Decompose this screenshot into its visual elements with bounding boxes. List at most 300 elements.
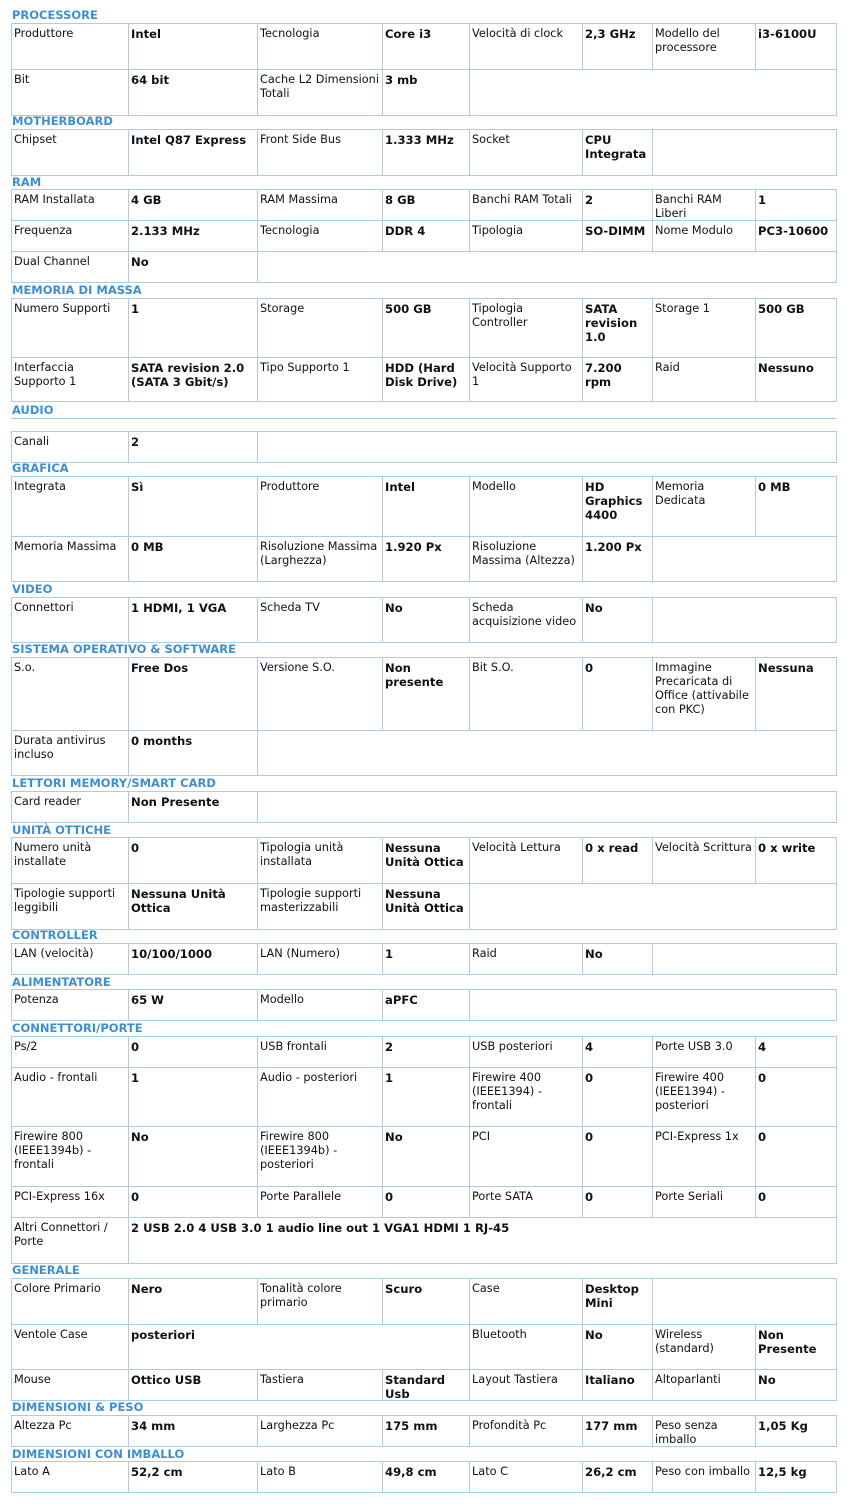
spec-label-cell	[12, 1416, 129, 1447]
spec-label: S.o.	[14, 661, 36, 674]
spec-value: Non presente	[385, 661, 444, 689]
spec-value-cell	[383, 1187, 470, 1218]
spec-value-cell	[129, 1462, 258, 1493]
spec-label-cell	[470, 1416, 583, 1447]
spec-value-cell	[756, 477, 837, 537]
spec-value-cell	[383, 221, 470, 252]
spec-label-cell	[653, 1068, 756, 1127]
spec-label-cell	[258, 70, 383, 116]
spec-value: 10/100/1000	[131, 947, 213, 961]
spec-label: Banchi RAM Liberi	[655, 193, 722, 220]
spec-label: Tastiera	[260, 1373, 304, 1386]
spec-label: Nome Modulo	[655, 224, 733, 237]
spec-label: Mouse	[14, 1373, 51, 1386]
table-row	[12, 1325, 836, 1370]
spec-value: Italiano	[585, 1373, 635, 1387]
spec-table-dimensioni-con-imballo	[11, 1461, 837, 1493]
spec-label-cell	[258, 1279, 383, 1325]
spec-value-cell	[129, 358, 258, 402]
spec-value: HDD (Hard Disk Drive)	[385, 361, 458, 389]
spec-value: 0	[385, 1190, 394, 1204]
table-row	[12, 190, 836, 221]
spec-label-cell	[470, 1325, 583, 1370]
spec-label: Peso con imballo	[655, 1465, 751, 1478]
spec-value: 3 mb	[385, 73, 418, 87]
spec-label-cell	[12, 1370, 129, 1401]
spec-value-cell	[756, 299, 837, 358]
spec-label-cell	[470, 221, 583, 252]
spec-value-cell	[383, 358, 470, 402]
spec-table-unita-ottiche	[11, 837, 837, 930]
table-row	[12, 1218, 836, 1264]
row-divider	[12, 1186, 836, 1187]
spec-value-cell	[583, 1127, 653, 1187]
spec-value: Desktop Mini	[585, 1282, 639, 1310]
spec-label-cell	[258, 190, 383, 221]
spec-value-cell	[583, 1068, 653, 1127]
spec-value-cell	[383, 658, 470, 731]
spec-table-dimensioni-peso	[11, 1415, 837, 1447]
spec-label-cell	[258, 1416, 383, 1447]
spec-label-cell	[258, 1370, 383, 1401]
section-title-dimensioni-peso: DIMENSIONI & PESO	[12, 1400, 144, 1414]
spec-value-cell	[583, 1462, 653, 1493]
spec-label-cell	[470, 838, 583, 884]
spec-value-cell	[583, 299, 653, 358]
spec-label-cell	[12, 792, 129, 823]
spec-value-cell	[756, 24, 837, 70]
spec-label: Velocità Lettura	[472, 841, 561, 854]
spec-value: Ottico USB	[131, 1373, 202, 1387]
spec-label: Raid	[472, 947, 497, 960]
spec-value: 500 GB	[758, 302, 805, 316]
spec-value: 0 months	[131, 734, 193, 748]
section-title-generale: GENERALE	[12, 1263, 80, 1277]
spec-label-cell	[12, 477, 129, 537]
spec-value-cell	[383, 24, 470, 70]
spec-label-cell	[258, 221, 383, 252]
spec-label-cell	[653, 658, 756, 731]
table-row	[12, 358, 836, 402]
spec-value-cell	[756, 1068, 837, 1127]
table-row	[12, 1370, 836, 1401]
spec-value: 8 GB	[385, 193, 416, 207]
spec-label: Memoria Massima	[14, 540, 117, 553]
spec-value-cell	[129, 130, 258, 176]
spec-value-cell	[383, 1416, 470, 1447]
section-title-grafica: GRAFICA	[12, 461, 69, 475]
spec-value: 65 W	[131, 993, 164, 1007]
spec-value-cell	[129, 1187, 258, 1218]
spec-value-cell	[756, 1416, 837, 1447]
spec-label-cell	[12, 731, 129, 776]
spec-label: Porte SATA	[472, 1190, 533, 1203]
spec-label: Velocità Scrittura	[655, 841, 752, 854]
spec-label: Ps/2	[14, 1040, 38, 1053]
spec-label: LAN (Numero)	[260, 947, 341, 960]
spec-value: 2	[131, 435, 140, 449]
spec-label: Altoparlanti	[655, 1373, 721, 1386]
spec-value: 4	[585, 1040, 594, 1054]
spec-value-cell	[383, 884, 470, 930]
spec-label-cell	[653, 1462, 756, 1493]
empty-cell	[470, 990, 837, 1021]
spec-value-cell	[583, 130, 653, 176]
spec-value-cell	[583, 1279, 653, 1325]
section-title-unita-ottiche: UNITÀ OTTICHE	[12, 823, 112, 837]
spec-value: DDR 4	[385, 224, 426, 238]
spec-label-cell	[12, 1187, 129, 1218]
spec-label-cell	[258, 299, 383, 358]
spec-label-cell	[653, 1325, 756, 1370]
spec-label: Audio - frontali	[14, 1071, 98, 1084]
empty-cell	[258, 792, 837, 823]
spec-label: Firewire 400 (IEEE1394) - posteriori	[655, 1071, 725, 1112]
spec-label: Layout Tastiera	[472, 1373, 558, 1386]
spec-label-cell	[258, 1187, 383, 1218]
section-title-processore: PROCESSORE	[12, 8, 98, 22]
spec-label: Banchi RAM Totali	[472, 193, 572, 206]
spec-value: No	[758, 1373, 776, 1387]
spec-value: 1	[385, 1071, 394, 1085]
spec-label: Tonalità colore primario	[260, 1282, 342, 1309]
spec-label: Porte Parallele	[260, 1190, 342, 1203]
table-row	[12, 299, 836, 358]
spec-value-cell	[756, 1325, 837, 1370]
spec-value-cell	[756, 1037, 837, 1068]
spec-value: 0	[131, 841, 140, 855]
spec-label-cell	[258, 838, 383, 884]
spec-label: Potenza	[14, 993, 59, 1006]
empty-cell	[653, 537, 837, 582]
spec-label-cell	[258, 1068, 383, 1127]
spec-label: Dual Channel	[14, 255, 90, 268]
empty-cell	[653, 944, 837, 975]
spec-value-cell	[583, 1037, 653, 1068]
spec-value: Nessuno	[758, 361, 814, 375]
spec-value: PC3-10600	[758, 224, 829, 238]
spec-value-cell	[129, 1370, 258, 1401]
spec-value: Standard Usb	[385, 1373, 446, 1401]
section-title-sistema-operativo-software: SISTEMA OPERATIVO & SOFTWARE	[12, 642, 236, 656]
spec-value: 7.200 rpm	[585, 361, 622, 389]
spec-value: 177 mm	[585, 1419, 638, 1433]
spec-value: 500 GB	[385, 302, 432, 316]
spec-table-video	[11, 597, 837, 643]
table-row	[12, 1462, 836, 1493]
spec-label: Modello	[260, 993, 304, 1006]
empty-cell	[470, 70, 837, 116]
spec-label-cell	[653, 1037, 756, 1068]
spec-value-cell	[129, 990, 258, 1021]
spec-label: Wireless (standard)	[655, 1328, 714, 1355]
spec-label: Raid	[655, 361, 680, 374]
spec-label-cell	[12, 838, 129, 884]
spec-value-cell	[129, 299, 258, 358]
spec-value-cell	[129, 432, 258, 463]
spec-label: Numero Supporti	[14, 302, 111, 315]
spec-value: No	[585, 947, 603, 961]
spec-label-cell	[12, 190, 129, 221]
spec-label-cell	[12, 358, 129, 402]
spec-label-cell	[258, 130, 383, 176]
spec-label-cell	[12, 70, 129, 116]
row-divider	[12, 730, 836, 731]
spec-label-cell	[470, 1037, 583, 1068]
spec-label: Numero unità installate	[14, 841, 92, 868]
spec-label: Larghezza Pc	[260, 1419, 335, 1432]
spec-value-cell	[583, 190, 653, 221]
spec-label-cell	[653, 299, 756, 358]
spec-label-cell	[258, 598, 383, 643]
spec-label: Ventole Case	[14, 1328, 88, 1341]
spec-value: 0	[131, 1040, 140, 1054]
spec-label: Lato B	[260, 1465, 296, 1478]
row-divider	[12, 883, 836, 884]
spec-label: Firewire 800 (IEEE1394b) - posteriori	[260, 1130, 338, 1171]
spec-value: Nessuna Unità Ottica	[385, 841, 464, 869]
spec-label-cell	[470, 358, 583, 402]
spec-value-cell	[583, 221, 653, 252]
spec-value: 49,8 cm	[385, 1465, 437, 1479]
spec-value-cell	[129, 537, 258, 582]
spec-value: No	[131, 1130, 149, 1144]
spec-value-cell	[383, 130, 470, 176]
spec-label-cell	[258, 990, 383, 1021]
spec-value: Intel Q87 Express	[131, 133, 247, 147]
spec-value-cell	[129, 792, 258, 823]
table-row	[12, 70, 836, 116]
spec-label-cell	[653, 24, 756, 70]
spec-table-ram	[11, 189, 837, 283]
table-row	[12, 477, 836, 537]
spec-value: 0	[585, 661, 594, 675]
spec-value-cell	[383, 1279, 470, 1325]
spec-value: CPU Integrata	[585, 133, 647, 161]
spec-label: Peso senza imballo	[655, 1419, 718, 1446]
spec-label: Produttore	[14, 27, 74, 40]
spec-label-cell	[470, 24, 583, 70]
spec-value: 0	[585, 1130, 594, 1144]
spec-label: Interfaccia Supporto 1	[14, 361, 77, 388]
spec-value: 0	[758, 1071, 767, 1085]
spec-label-cell	[12, 990, 129, 1021]
spec-value: 1	[131, 1071, 140, 1085]
spec-value-cell	[583, 1370, 653, 1401]
empty-cell	[470, 884, 837, 930]
spec-value-cell	[129, 24, 258, 70]
spec-label-cell	[653, 477, 756, 537]
table-row	[12, 884, 836, 930]
row-divider	[12, 220, 836, 221]
spec-value-cell	[129, 477, 258, 537]
spec-label: Integrata	[14, 480, 66, 493]
spec-value: 1	[758, 193, 767, 207]
spec-label: RAM Installata	[14, 193, 95, 206]
spec-label: Bit	[14, 73, 30, 86]
section-title-lettori-memory-smart-card: LETTORI MEMORY/SMART CARD	[12, 776, 216, 790]
spec-label-cell	[258, 537, 383, 582]
spec-label-cell	[258, 24, 383, 70]
spec-label: Storage 1	[655, 302, 710, 315]
spec-label: Tipologie supporti leggibili	[14, 887, 116, 914]
spec-label: Versione S.O.	[260, 661, 335, 674]
row-divider	[12, 1217, 836, 1218]
spec-value: SATA revision 2.0 (SATA 3 Gbit/s)	[131, 361, 245, 389]
spec-label-cell	[470, 1068, 583, 1127]
spec-value-cell	[129, 221, 258, 252]
spec-value: 1	[131, 302, 140, 316]
spec-label: Modello del processore	[655, 27, 720, 54]
spec-label-cell	[470, 537, 583, 582]
spec-label: Audio - posteriori	[260, 1071, 358, 1084]
row-divider	[12, 251, 836, 252]
row-divider	[12, 1324, 836, 1325]
spec-label: Risoluzione Massima (Larghezza)	[260, 540, 378, 567]
spec-value-cell	[756, 1187, 837, 1218]
spec-label-cell	[12, 130, 129, 176]
spec-value: Nessuna	[758, 661, 814, 675]
empty-cell	[653, 598, 837, 643]
spec-label-cell	[12, 1325, 129, 1370]
spec-value-cell	[583, 1325, 653, 1370]
table-row	[12, 1037, 836, 1068]
spec-value: No	[585, 1328, 603, 1342]
spec-value-cell	[583, 944, 653, 975]
spec-label-cell	[470, 1187, 583, 1218]
spec-label-cell	[12, 1127, 129, 1187]
spec-value: 0 x write	[758, 841, 816, 855]
empty-cell	[258, 252, 837, 283]
spec-label-cell	[258, 1462, 383, 1493]
table-row	[12, 658, 836, 731]
spec-value-cell	[129, 1037, 258, 1068]
spec-value: Nessuna Unità Ottica	[131, 887, 226, 915]
spec-label: Bluetooth	[472, 1328, 527, 1341]
spec-value-cell	[583, 1187, 653, 1218]
spec-value: 4 GB	[131, 193, 162, 207]
spec-value-cell	[583, 658, 653, 731]
spec-value: posteriori	[131, 1328, 195, 1342]
empty-cell	[653, 1279, 837, 1325]
table-row	[12, 731, 836, 776]
spec-value-cell	[383, 537, 470, 582]
spec-value-cell	[583, 537, 653, 582]
spec-value: 0	[758, 1130, 767, 1144]
spec-value-cell	[129, 1416, 258, 1447]
spec-value-cell	[383, 299, 470, 358]
spec-label-cell	[470, 658, 583, 731]
spec-value: No	[585, 601, 603, 615]
row-divider	[12, 1126, 836, 1127]
spec-label-cell	[258, 477, 383, 537]
spec-value: Free Dos	[131, 661, 189, 675]
spec-label-cell	[12, 598, 129, 643]
spec-value: HD Graphics 4400	[585, 480, 643, 522]
section-title-audio: AUDIO	[12, 403, 54, 417]
spec-value-cell	[583, 358, 653, 402]
spec-value-cell	[583, 24, 653, 70]
spec-value: Intel	[385, 480, 415, 494]
spec-value: 1.200 Px	[585, 540, 642, 554]
spec-label: USB frontali	[260, 1040, 327, 1053]
spec-label-cell	[12, 252, 129, 283]
spec-label-cell	[470, 1279, 583, 1325]
spec-label: Produttore	[260, 480, 320, 493]
spec-label-cell	[470, 477, 583, 537]
spec-label-cell	[470, 1462, 583, 1493]
table-row	[12, 1068, 836, 1127]
spec-value: 1,05 Kg	[758, 1419, 808, 1433]
spec-label: Tecnologia	[260, 224, 320, 237]
spec-table-controller	[11, 943, 837, 975]
section-title-ram: RAM	[12, 175, 42, 189]
spec-value: 0	[585, 1190, 594, 1204]
section-title-dimensioni-con-imballo: DIMENSIONI CON IMBALLO	[12, 1447, 185, 1461]
spec-label-cell	[653, 1127, 756, 1187]
row-divider	[12, 1369, 836, 1370]
spec-value: Non Presente	[758, 1328, 817, 1356]
spec-value: 2	[585, 193, 594, 207]
spec-value-cell	[129, 190, 258, 221]
spec-value-cell	[129, 1127, 258, 1187]
spec-value: 12,5 kg	[758, 1465, 807, 1479]
spec-label-cell	[12, 299, 129, 358]
spec-value-cell	[583, 477, 653, 537]
spec-value: 175 mm	[385, 1419, 438, 1433]
section-title-memoria-di-massa: MEMORIA DI MASSA	[12, 283, 142, 297]
spec-label-cell	[653, 1187, 756, 1218]
spec-label: PCI-Express 1x	[655, 1130, 739, 1143]
spec-label: Storage	[260, 302, 305, 315]
spec-value-cell	[129, 1325, 470, 1370]
spec-label-cell	[653, 221, 756, 252]
spec-table-lettori-memory-smart-card	[11, 791, 837, 823]
spec-label-cell	[470, 299, 583, 358]
spec-label-cell	[470, 1370, 583, 1401]
table-row	[12, 792, 836, 823]
row-divider	[12, 357, 836, 358]
spec-label-cell	[258, 1037, 383, 1068]
section-title-video: VIDEO	[12, 582, 53, 596]
section-title-motherboard: MOTHERBOARD	[12, 114, 113, 128]
spec-label-cell	[258, 658, 383, 731]
table-row	[12, 838, 836, 884]
spec-label-cell	[258, 1127, 383, 1187]
spec-value-cell	[756, 221, 837, 252]
spec-label: Durata antivirus incluso	[14, 734, 106, 761]
spec-value: No	[385, 1130, 403, 1144]
spec-label: Modello	[472, 480, 516, 493]
table-row	[12, 537, 836, 582]
spec-value-cell	[383, 1462, 470, 1493]
section-title-connettori-porte: CONNETTORI/PORTE	[12, 1021, 143, 1035]
spec-label: Firewire 400 (IEEE1394) - frontali	[472, 1071, 542, 1112]
spec-label-cell	[470, 190, 583, 221]
spec-label: Tipo Supporto 1	[260, 361, 350, 374]
spec-value: 34 mm	[131, 1419, 176, 1433]
spec-value: 2 USB 2.0 4 USB 3.0 1 audio line out 1 VGA1 HDMI 1 RJ-45	[131, 1221, 510, 1235]
spec-value-cell	[383, 190, 470, 221]
spec-label: Altezza Pc	[14, 1419, 72, 1432]
spec-value: aPFC	[385, 993, 418, 1007]
spec-table-audio	[11, 431, 837, 463]
spec-label-cell	[12, 537, 129, 582]
spec-label: Socket	[472, 133, 510, 146]
spec-value-cell	[756, 358, 837, 402]
spec-value-cell	[383, 1037, 470, 1068]
spec-value: 0	[131, 1190, 140, 1204]
